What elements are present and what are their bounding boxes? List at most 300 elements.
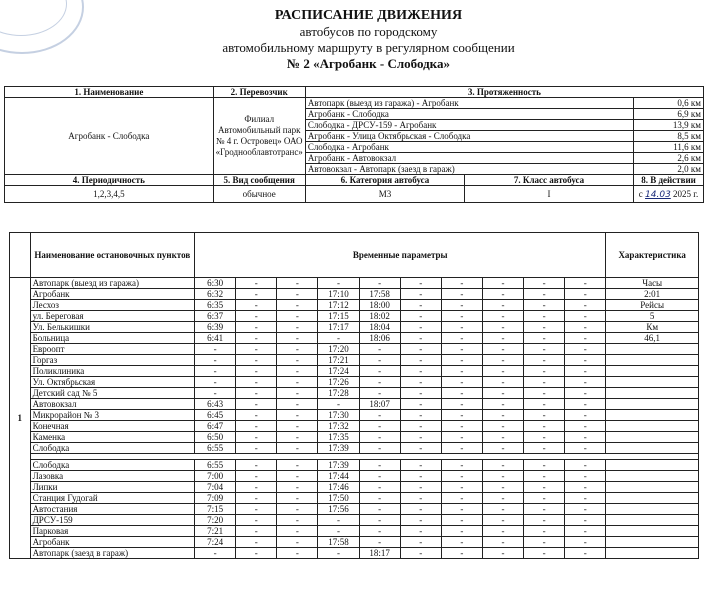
time-cell: - [277, 377, 318, 388]
schedule-row [10, 278, 699, 289]
time-cell: - [482, 504, 523, 515]
time-cell: - [565, 278, 606, 289]
characteristic-cell [606, 443, 699, 454]
time-cell: - [236, 493, 277, 504]
stop-name: Липки [30, 482, 195, 493]
characteristic-cell [606, 366, 699, 377]
time-cell: - [195, 344, 236, 355]
route-num-cell [10, 233, 31, 278]
characteristic-cell [606, 493, 699, 504]
time-cell: - [277, 399, 318, 410]
segment-name: Слободка - ДРСУ-159 - Агробанк [305, 120, 633, 131]
characteristic-cell [606, 399, 699, 410]
time-cell: 17:10 [318, 289, 359, 300]
time-cell: - [441, 289, 482, 300]
time-cell: 7:00 [195, 471, 236, 482]
time-cell: - [524, 432, 565, 443]
time-cell: - [359, 432, 400, 443]
time-cell: - [482, 548, 523, 559]
header-carrier: 2. Перевозчик [213, 87, 305, 98]
time-cell: 6:37 [195, 311, 236, 322]
time-cell: - [400, 493, 441, 504]
time-cell: - [441, 322, 482, 333]
time-cell: - [400, 460, 441, 471]
time-cell: 17:50 [318, 493, 359, 504]
time-cell: - [482, 526, 523, 537]
time-cell: - [482, 300, 523, 311]
time-cell: - [400, 366, 441, 377]
time-cell: - [400, 515, 441, 526]
time-cell: - [441, 300, 482, 311]
schedule-row [10, 471, 699, 482]
characteristic-cell [606, 432, 699, 443]
time-cell: - [565, 366, 606, 377]
characteristic-cell [606, 537, 699, 548]
schedule-row [10, 421, 699, 432]
segment-km: 2,0 км [634, 164, 704, 175]
stop-name: Парковая [30, 526, 195, 537]
time-cell: 6:32 [195, 289, 236, 300]
time-cell: - [400, 333, 441, 344]
characteristic-cell: Км [606, 322, 699, 333]
time-cell: - [236, 366, 277, 377]
time-cell: - [565, 482, 606, 493]
time-cell: 18:17 [359, 548, 400, 559]
time-cell: - [482, 388, 523, 399]
time-cell: - [482, 377, 523, 388]
time-cell: - [359, 526, 400, 537]
time-cell: - [400, 289, 441, 300]
stop-name: Ул. Белькишки [30, 322, 195, 333]
time-cell: 17:58 [359, 289, 400, 300]
characteristic-cell [606, 421, 699, 432]
time-cell: - [359, 410, 400, 421]
time-cell: - [400, 421, 441, 432]
time-cell: - [277, 388, 318, 399]
time-cell: - [400, 537, 441, 548]
time-cell: - [236, 355, 277, 366]
stop-name: Автовокзал [30, 399, 195, 410]
time-cell: - [359, 366, 400, 377]
stop-name: Евроопт [30, 344, 195, 355]
time-cell: - [277, 443, 318, 454]
time-cell: - [236, 515, 277, 526]
time-cell: 17:15 [318, 311, 359, 322]
header-characteristic: Характеристика [606, 233, 699, 278]
characteristic-cell [606, 410, 699, 421]
segment-name: Слободка - Агробанк [305, 142, 633, 153]
time-cell: - [441, 388, 482, 399]
time-cell: - [441, 548, 482, 559]
time-cell: - [441, 432, 482, 443]
schedule-table [9, 232, 699, 559]
time-cell: 7:20 [195, 515, 236, 526]
time-cell: 6:39 [195, 322, 236, 333]
time-cell: 17:12 [318, 300, 359, 311]
stop-name: Лесхоз [30, 300, 195, 311]
time-cell: - [524, 537, 565, 548]
time-cell: - [441, 443, 482, 454]
time-cell: 6:55 [195, 443, 236, 454]
time-cell: - [277, 289, 318, 300]
time-cell: 7:09 [195, 493, 236, 504]
characteristic-cell [606, 482, 699, 493]
stop-name: Агробанк [30, 537, 195, 548]
time-cell: 17:28 [318, 388, 359, 399]
characteristic-cell: Часы [606, 278, 699, 289]
time-cell: - [236, 399, 277, 410]
time-cell: - [524, 471, 565, 482]
kind-value: обычное [213, 186, 305, 203]
characteristic-cell [606, 388, 699, 399]
time-cell: - [236, 377, 277, 388]
time-cell: - [400, 344, 441, 355]
time-cell: - [441, 278, 482, 289]
time-cell: 7:15 [195, 504, 236, 515]
time-cell: - [359, 344, 400, 355]
time-cell: - [400, 526, 441, 537]
time-cell: - [318, 278, 359, 289]
stop-name: Больница [30, 333, 195, 344]
stop-name: Слободка [30, 460, 195, 471]
time-cell: - [400, 355, 441, 366]
time-cell: - [482, 366, 523, 377]
time-cell: - [400, 482, 441, 493]
time-cell: - [524, 355, 565, 366]
time-cell: - [482, 471, 523, 482]
doc-subtitle-1: автобусов по городскому [299, 24, 438, 39]
time-cell: 6:55 [195, 460, 236, 471]
time-cell: 17:58 [318, 537, 359, 548]
time-cell: - [524, 388, 565, 399]
header-time: Временные параметры [195, 233, 606, 278]
header-period: 4. Периодичность [5, 175, 214, 186]
time-cell: - [441, 482, 482, 493]
time-cell: - [565, 399, 606, 410]
stop-name: ДРСУ-159 [30, 515, 195, 526]
doc-title: РАСПИСАНИЕ ДВИЖЕНИЯ [274, 8, 463, 23]
time-cell: 6:45 [195, 410, 236, 421]
characteristic-cell: Рейсы [606, 300, 699, 311]
schedule-row [10, 537, 699, 548]
time-cell: - [277, 344, 318, 355]
time-cell: - [236, 471, 277, 482]
time-cell: 18:02 [359, 311, 400, 322]
header-kind: 5. Вид сообщения [213, 175, 305, 186]
time-cell: - [277, 537, 318, 548]
time-cell: - [441, 515, 482, 526]
schedule-row [10, 344, 699, 355]
schedule-row [10, 410, 699, 421]
time-cell: - [400, 432, 441, 443]
time-cell: - [236, 410, 277, 421]
time-cell: - [565, 388, 606, 399]
segment-km: 11,6 км [634, 142, 704, 153]
time-cell: - [441, 526, 482, 537]
time-cell: - [277, 493, 318, 504]
characteristic-cell: 46,1 [606, 333, 699, 344]
time-cell: - [359, 355, 400, 366]
time-cell: - [482, 421, 523, 432]
schedule-row [10, 311, 699, 322]
segment-name: Агробанк - Слободка [305, 109, 633, 120]
stop-name: Поликлиника [30, 366, 195, 377]
time-cell: - [359, 421, 400, 432]
header-length: 3. Протяженность [305, 87, 703, 98]
segment-name: Автопарк (выезд из гаража) - Агробанк [305, 98, 633, 109]
time-cell: - [400, 311, 441, 322]
time-cell: - [318, 548, 359, 559]
time-cell: - [565, 377, 606, 388]
time-cell: - [359, 537, 400, 548]
time-cell: - [195, 388, 236, 399]
time-cell: - [236, 278, 277, 289]
time-cell: - [318, 515, 359, 526]
time-cell: 17:20 [318, 344, 359, 355]
segment-name: Агробанк - Улица Октябрьская - Слободка [305, 131, 633, 142]
time-cell: 17:32 [318, 421, 359, 432]
time-cell: - [524, 289, 565, 300]
time-cell: - [441, 471, 482, 482]
schedule-row [10, 504, 699, 515]
time-cell: - [565, 355, 606, 366]
time-cell: - [524, 515, 565, 526]
time-cell: 18:04 [359, 322, 400, 333]
time-cell: - [441, 421, 482, 432]
time-cell: - [482, 460, 523, 471]
route-info-table [4, 86, 704, 203]
schedule-row [10, 493, 699, 504]
effective-date: с 14.03 2025 г. [634, 186, 704, 203]
time-cell: 7:04 [195, 482, 236, 493]
time-cell: - [565, 289, 606, 300]
time-cell: - [359, 471, 400, 482]
time-cell: - [524, 311, 565, 322]
schedule-row [10, 388, 699, 399]
time-cell: - [359, 515, 400, 526]
stop-name: Автопарк (выезд из гаража) [30, 278, 195, 289]
time-cell: - [236, 421, 277, 432]
time-cell: - [524, 482, 565, 493]
route-title: № 2 «Агробанк - Слободка» [287, 56, 450, 71]
segment-km: 6,9 км [634, 109, 704, 120]
time-cell: - [277, 548, 318, 559]
time-cell: - [359, 493, 400, 504]
time-cell: - [195, 366, 236, 377]
header-name: 1. Наименование [5, 87, 214, 98]
time-cell: - [565, 548, 606, 559]
time-cell: 6:47 [195, 421, 236, 432]
time-cell: - [236, 333, 277, 344]
time-cell: - [565, 443, 606, 454]
time-cell: - [277, 482, 318, 493]
time-cell: - [400, 443, 441, 454]
stop-name: Микрорайон № 3 [30, 410, 195, 421]
time-cell: - [277, 410, 318, 421]
characteristic-cell [606, 471, 699, 482]
time-cell: - [400, 388, 441, 399]
stop-name: Станция Гудогай [30, 493, 195, 504]
time-cell: - [482, 537, 523, 548]
time-cell: - [482, 355, 523, 366]
time-cell: - [565, 471, 606, 482]
time-cell: - [400, 377, 441, 388]
time-cell: 17:46 [318, 482, 359, 493]
time-cell: - [482, 515, 523, 526]
schedule-row [10, 377, 699, 388]
time-cell: - [359, 443, 400, 454]
time-cell: - [236, 388, 277, 399]
time-cell: 17:56 [318, 504, 359, 515]
time-cell: - [400, 504, 441, 515]
time-cell: 17:21 [318, 355, 359, 366]
time-cell: - [482, 410, 523, 421]
time-cell: - [359, 278, 400, 289]
time-cell: - [400, 322, 441, 333]
time-cell: - [277, 460, 318, 471]
time-cell: - [565, 322, 606, 333]
schedule-row [10, 300, 699, 311]
time-cell: - [277, 366, 318, 377]
schedule-row [10, 333, 699, 344]
time-cell: - [524, 322, 565, 333]
time-cell: - [441, 366, 482, 377]
time-cell: - [482, 289, 523, 300]
stop-name: Горгаз [30, 355, 195, 366]
characteristic-cell [606, 344, 699, 355]
schedule-row [10, 432, 699, 443]
time-cell: - [524, 548, 565, 559]
stop-name: Агробанк [30, 289, 195, 300]
schedule-row [10, 548, 699, 559]
time-cell: - [277, 311, 318, 322]
time-cell: - [565, 300, 606, 311]
header-class: 7. Класс автобуса [465, 175, 634, 186]
time-cell: - [565, 504, 606, 515]
time-cell: 6:35 [195, 300, 236, 311]
time-cell: - [236, 548, 277, 559]
time-cell: - [318, 333, 359, 344]
time-cell: - [236, 482, 277, 493]
time-cell: - [236, 504, 277, 515]
time-cell: - [524, 377, 565, 388]
schedule-row [10, 366, 699, 377]
segment-km: 8,5 км [634, 131, 704, 142]
time-cell: - [236, 432, 277, 443]
time-cell: - [400, 410, 441, 421]
time-cell: - [482, 344, 523, 355]
schedule-row [10, 460, 699, 471]
time-cell: - [441, 493, 482, 504]
time-cell: - [524, 366, 565, 377]
schedule-row [10, 515, 699, 526]
time-cell: - [524, 278, 565, 289]
time-cell: 6:41 [195, 333, 236, 344]
time-cell: - [565, 515, 606, 526]
time-cell: - [524, 399, 565, 410]
time-cell: - [441, 504, 482, 515]
time-cell: - [565, 432, 606, 443]
time-cell: - [482, 482, 523, 493]
time-cell: - [565, 537, 606, 548]
period-value: 1,2,3,4,5 [5, 186, 214, 203]
time-cell: - [441, 355, 482, 366]
schedule-row [10, 443, 699, 454]
time-cell: - [482, 311, 523, 322]
time-cell: - [441, 377, 482, 388]
time-cell: - [359, 460, 400, 471]
time-cell: - [236, 460, 277, 471]
schedule-row [10, 482, 699, 493]
time-cell: - [565, 460, 606, 471]
carrier-name: Филиал Автомобильный парк № 4 г. Островец» ОАО «Гроднооблавтотранс» [213, 98, 305, 175]
stop-name: Слободка [30, 443, 195, 454]
time-cell: - [277, 322, 318, 333]
time-cell: - [565, 344, 606, 355]
time-cell: - [236, 344, 277, 355]
characteristic-cell [606, 377, 699, 388]
characteristic-cell [606, 515, 699, 526]
time-cell: - [359, 377, 400, 388]
characteristic-cell [606, 355, 699, 366]
time-cell: - [400, 471, 441, 482]
time-cell: - [277, 421, 318, 432]
time-cell: - [359, 504, 400, 515]
time-cell: - [236, 537, 277, 548]
time-cell: - [441, 410, 482, 421]
time-cell: - [565, 410, 606, 421]
time-cell: - [565, 421, 606, 432]
time-cell: - [236, 526, 277, 537]
time-cell: 17:39 [318, 443, 359, 454]
stop-name: Детский сад № 5 [30, 388, 195, 399]
schedule-row [10, 322, 699, 333]
time-cell: 6:30 [195, 278, 236, 289]
stop-name: Ул. Октябрьская [30, 377, 195, 388]
time-cell: 17:17 [318, 322, 359, 333]
category-value: М3 [305, 186, 464, 203]
time-cell: 17:39 [318, 460, 359, 471]
stop-name: Конечная [30, 421, 195, 432]
time-cell: - [524, 333, 565, 344]
schedule-row [10, 289, 699, 300]
time-cell: - [400, 300, 441, 311]
time-cell: - [524, 526, 565, 537]
header-effective: 8. В действии [634, 175, 704, 186]
characteristic-cell [606, 548, 699, 559]
time-cell: - [277, 278, 318, 289]
time-cell: - [277, 526, 318, 537]
time-cell: - [482, 399, 523, 410]
time-cell: - [441, 460, 482, 471]
time-cell: - [400, 399, 441, 410]
time-cell: - [482, 278, 523, 289]
time-cell: - [441, 399, 482, 410]
time-cell: 17:35 [318, 432, 359, 443]
characteristic-cell [606, 526, 699, 537]
doc-subtitle-2: автомобильному маршруту в регулярном сообщении [222, 40, 515, 55]
time-cell: - [277, 355, 318, 366]
time-cell: 17:44 [318, 471, 359, 482]
characteristic-cell [606, 504, 699, 515]
stop-name: Автопарк (заезд в гараж) [30, 548, 195, 559]
segment-name: Агробанк - Автовокзал [305, 153, 633, 164]
stop-name: ул. Береговая [30, 311, 195, 322]
time-cell: 7:24 [195, 537, 236, 548]
route-number: 1 [10, 278, 31, 559]
time-cell: 18:00 [359, 300, 400, 311]
characteristic-cell: 5 [606, 311, 699, 322]
